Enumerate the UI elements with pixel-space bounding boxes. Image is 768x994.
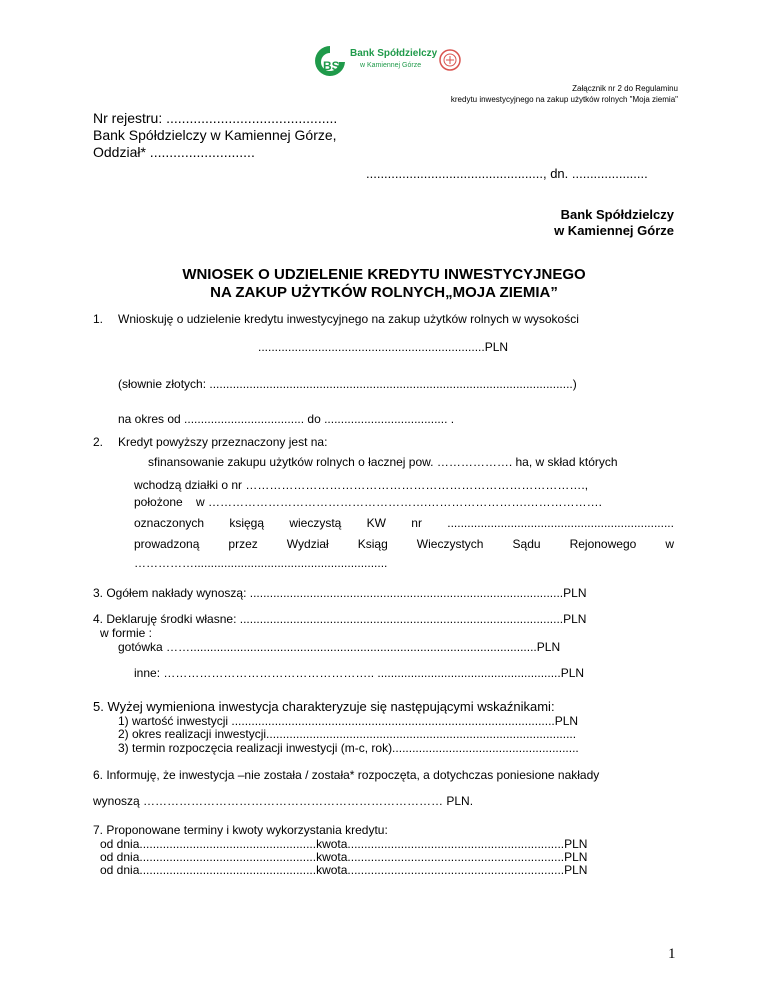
section4-other-field: inne: …………………………………………….. .......................................................PLN xyxy=(134,666,585,680)
section1-text: Wnioskuję o udzielenie kredytu inwestycyjnego na zakup użytków rolnych w wysokości xyxy=(118,312,579,326)
section6-status: 6. Informuję, że inwestycja –nie została / została* rozpoczęta, a dotychczas poniesione nakłady xyxy=(93,768,600,782)
court-word: Sądu xyxy=(512,537,541,551)
court-word: w xyxy=(665,537,674,551)
section1-number: 1. xyxy=(93,312,104,326)
section7-heading: 7. Proponowane terminy i kwoty wykorzystania kredytu: xyxy=(93,823,388,837)
document-title-line2: NA ZAKUP UŻYTKÓW ROLNYCH„MOJA ZIEMIA” xyxy=(210,284,558,301)
logo-location: w Kamiennej Górze xyxy=(360,62,422,69)
page-number: 1 xyxy=(668,946,676,962)
kw-word: KW xyxy=(366,516,386,530)
registry-number: Nr rejestru: ............................................ xyxy=(93,110,338,126)
kw-number-field: .................................................................... xyxy=(447,516,674,530)
bank-logo xyxy=(312,44,462,80)
section5-item2: 2) okres realizacji inwestycji............................................................................................. xyxy=(118,727,577,741)
kw-word: wieczystą xyxy=(289,516,342,530)
bank-name-line: Bank Spółdzielczy w Kamiennej Górze, xyxy=(93,127,337,143)
bs-logo-icon xyxy=(312,44,348,78)
section2-area-line: sfinansowanie zakupu użytków rolnych o łacznej pow. ………………. ha, w skład których xyxy=(148,455,618,469)
section5-heading: 5. Wyżej wymieniona inwestycja charakteryzuje się następującymi wskaźnikami: xyxy=(93,699,555,714)
court-word: prowadzoną xyxy=(134,537,200,551)
logo-mark: BS xyxy=(323,59,340,73)
schedule-row: od dnia.....................................................kwota.................................................................PLN xyxy=(100,850,588,864)
section6-outlays-field: wynoszą ………………………………………………………………… PLN. xyxy=(93,794,474,808)
addressee-line1: Bank Spółdzielczy xyxy=(560,207,674,222)
court-word: przez xyxy=(228,537,258,551)
schedule-row: od dnia.....................................................kwota.................................................................PLN xyxy=(100,863,588,877)
court-word: Ksiąg xyxy=(357,537,388,551)
loan-amount-field: ....................................................................PLN xyxy=(258,340,509,354)
document-title-line1: WNIOSEK O UDZIELENIE KREDYTU INWESTYCYJNEGO xyxy=(182,266,586,283)
attachment-note-line2: kredytu inwestycyjnego na zakup użytków rolnych "Moja ziemia" xyxy=(450,95,678,104)
kw-word: księgą xyxy=(229,516,265,530)
kw-word: oznaczonych xyxy=(134,516,205,530)
addressee-line2: w Kamiennej Górze xyxy=(554,223,674,238)
section2-court-field: …………….......................................................... xyxy=(134,556,388,570)
section2-number: 2. xyxy=(93,435,104,449)
court-word: Wydział xyxy=(286,537,329,551)
section2-location-field: w ……………………………………………….…………………….………………. xyxy=(196,495,603,509)
section2-court-line xyxy=(134,537,674,551)
court-word: Rejonowego xyxy=(569,537,637,551)
section2-text: Kredyt powyższy przeznaczony jest na: xyxy=(118,435,328,449)
section4-form-label: w formie : xyxy=(100,626,153,640)
section4-cash-field: gotówka ……........................................................................................................PLN xyxy=(118,640,561,654)
seal-icon xyxy=(438,48,462,72)
kw-word: nr xyxy=(411,516,422,530)
loan-period-field: na okres od .................................... do ..................................... . xyxy=(118,412,455,426)
section4-own-funds: 4. Deklaruję środki własne: .................................................................................................PLN xyxy=(93,612,587,626)
section2-kw-line xyxy=(134,516,674,530)
section2-parcels-line: wchodzą działki o nr …………………………………………………………………………., xyxy=(134,478,589,492)
schedule-row: od dnia.....................................................kwota.................................................................PLN xyxy=(100,837,588,851)
section2-location-label: położone xyxy=(134,495,183,509)
place-date-line: ................................................., dn. ..................... xyxy=(366,166,648,181)
court-word: Wieczystych xyxy=(416,537,484,551)
section3-total-outlays: 3. Ogółem nakłady wynoszą: ..............................................................................................PLN xyxy=(93,586,587,600)
amount-in-words-field: (słownie złotych: .............................................................................................................) xyxy=(118,377,577,391)
branch-line: Oddział* ........................... xyxy=(93,144,255,160)
section5-item1: 1) wartość inwestycji .................................................................................................PLN xyxy=(118,714,579,728)
logo-name: Bank Spółdzielczy xyxy=(350,48,438,59)
section5-item3: 3) termin rozpoczęcia realizacji inwestycji (m-c, rok)........................................................ xyxy=(118,741,579,755)
attachment-note-line1: Załącznik nr 2 do Regulaminu xyxy=(572,84,678,93)
